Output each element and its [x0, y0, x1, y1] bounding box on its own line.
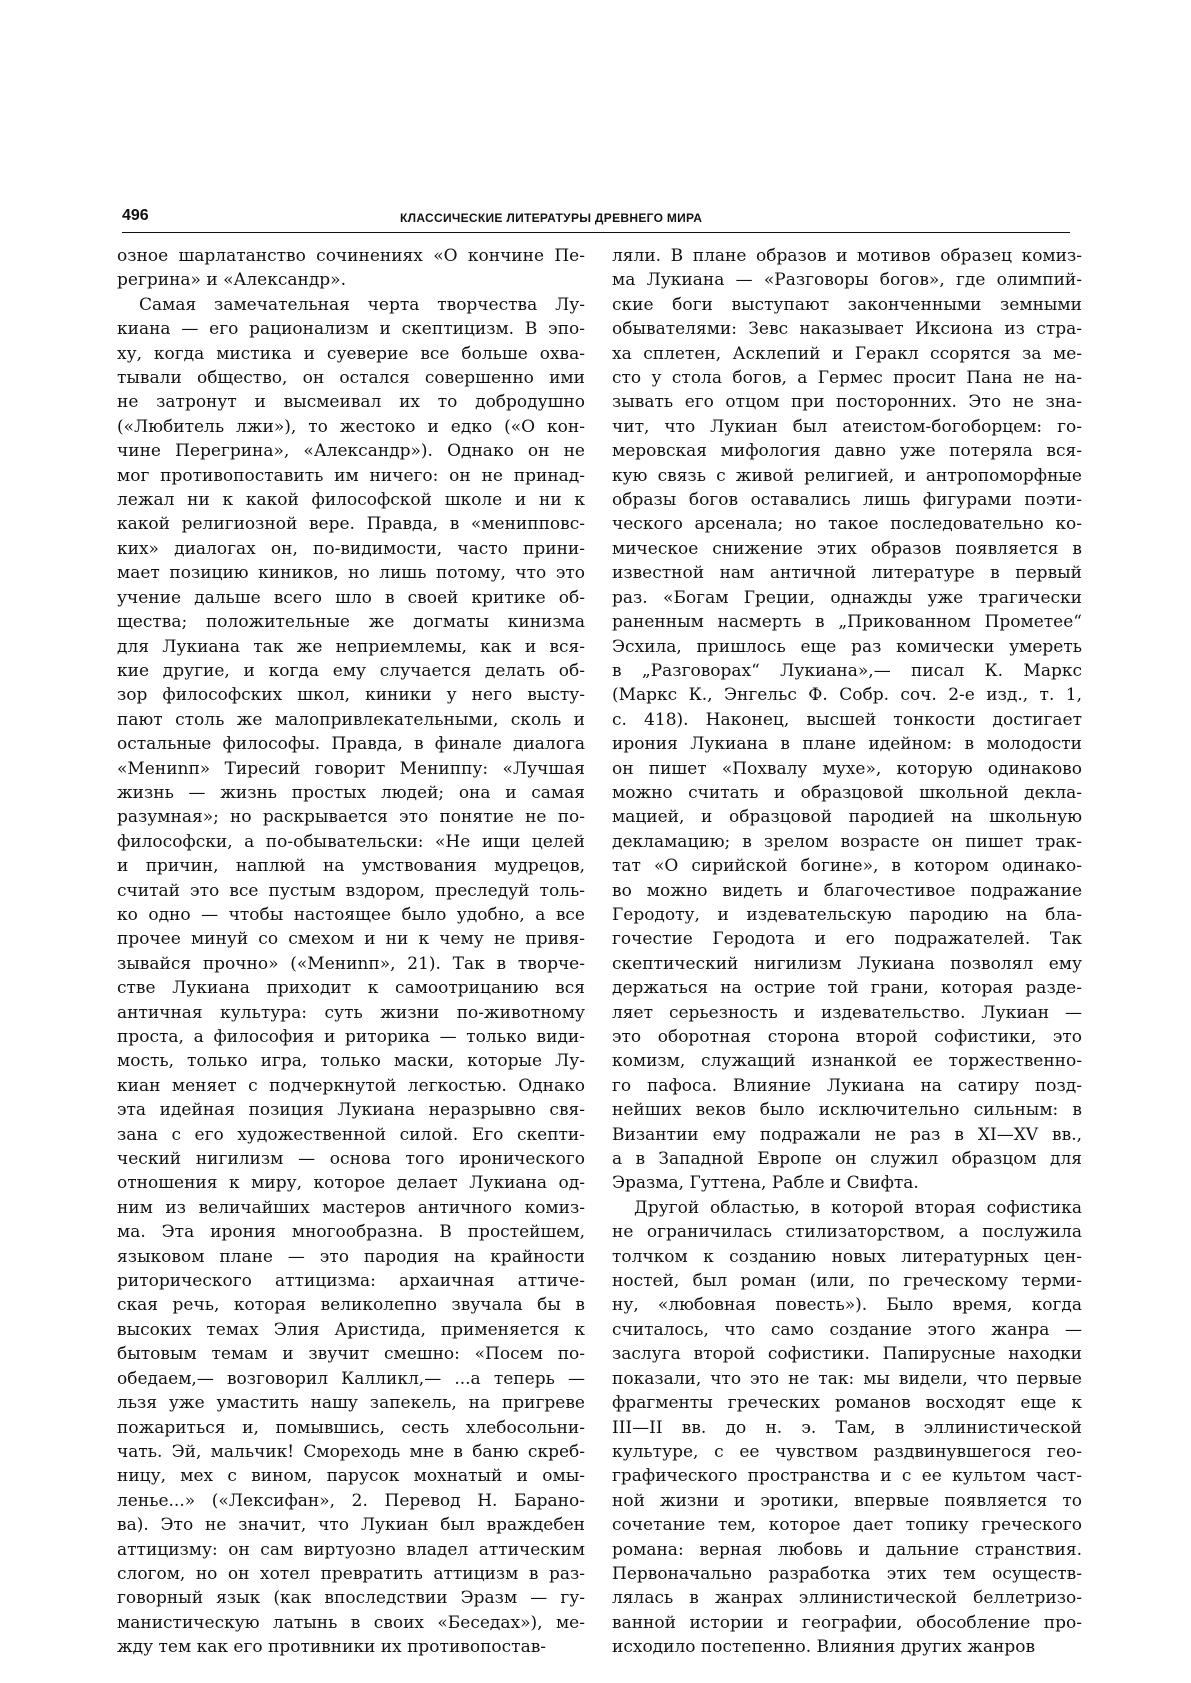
text-line: какой религиозной вере. Правда, в «менипповс- [117, 514, 585, 535]
text-line: пают столь же малопривлекательными, сколь и [117, 709, 585, 730]
text-line: можно считать и образцовой школьной декла- [612, 782, 1082, 803]
text-line: льзя уже умастить нашу запекель, на пригреве [117, 1393, 585, 1414]
text-line: не ограничилась стилизаторством, а послужила [612, 1222, 1082, 1243]
text-line: философски, а по-обывательски: «Не ищи целей [117, 831, 585, 852]
text-line: мическое снижение этих образов появляется в [612, 538, 1082, 559]
text-line: считалось, что само создание этого жанра — [612, 1319, 1082, 1340]
text-line: щества; положительные же догматы кинизма [117, 612, 585, 633]
text-line: аттицизму: он сам виртуозно владел аттическим [117, 1539, 585, 1560]
text-line: исходило постепенно. Влияния других жанров [612, 1637, 1036, 1658]
text-line: «Мениnп» Тиресий говорит Мениппу: «Лучшая [117, 758, 585, 779]
text-line: ляет серьезность и издевательство. Лукиан — [612, 1002, 1082, 1023]
text-line: III—II вв. до н. э. Там, в эллинистической [612, 1417, 1082, 1438]
text-line: киан меняет с подчеркнутой легкостью. Однако [117, 1075, 585, 1096]
text-line: разумная»; но раскрывается это понятие не по- [117, 807, 585, 828]
text-line: Византии ему подражали не раз в XI—XV вв., [612, 1124, 1082, 1145]
text-line: он пишет «Похвалу мухе», которую одинаково [612, 758, 1082, 779]
text-line: ма Лукиана — «Разговоры богов», где олимпий- [612, 270, 1082, 291]
text-line: ху, когда мистика и суеверие все больше охва- [117, 343, 585, 364]
text-line: регрина» и «Александр». [117, 270, 346, 291]
text-line: озное шарлатанство сочинениях «О кончине Пе- [117, 246, 585, 266]
text-line: зывать его отцом при посторонних. Это не зна- [612, 392, 1082, 413]
text-line: заслуга второй софистики. Папирусные находки [612, 1344, 1082, 1365]
text-line: во можно видеть и благочестивое подражание [612, 880, 1082, 901]
text-line: мацией, и образцовой пародией на школьную [612, 807, 1082, 828]
text-line: графического пространства и с ее культом част- [612, 1466, 1082, 1487]
text-line: обедаем,— возговорил Калликл,— ...а теперь — [117, 1368, 585, 1389]
text-line: нейших веков было исключительно сильным: в [612, 1100, 1082, 1121]
text-line: Эсхила, пришлось еще раз комически умереть [612, 636, 1082, 657]
text-line: Эразма, Гуттена, Рабле и Свифта. [612, 1173, 919, 1194]
text-line: и причин, наплюй на умствования мудрецов, [117, 856, 585, 877]
text-line: мает позицию киников, но лишь потому, что это [117, 563, 585, 584]
text-line: остальные философы. Правда, в финале диалога [117, 734, 585, 755]
text-line: («Любитель лжи»), то жестоко и едко («О кон- [117, 416, 585, 437]
text-line: сто у стола богов, а Гермес просит Пана не на- [612, 368, 1082, 389]
text-line: чать. Эй, мальчик! Смореходь мне в баню скреб- [117, 1441, 585, 1462]
text-line: показали, что это не так: мы видели, что первые [612, 1368, 1082, 1389]
text-line: слогом, но он хотел превратить аттицизм в раз- [117, 1563, 585, 1584]
text-line: ская речь, которая великолепно звучала бы в [117, 1295, 585, 1316]
text-line: лялась в жанрах эллинистической беллетризо- [612, 1588, 1082, 1609]
text-line: прочее минуй со смехом и ни к чему не привя- [117, 929, 585, 950]
text-line: жизнь — жизнь простых людей; она и самая [117, 782, 585, 803]
text-line: кую связь с живой религией, и антропоморфные [612, 465, 1082, 486]
text-line: ческий нигилизм — основа того иронического [117, 1149, 585, 1170]
text-line: учение дальше всего шло в своей критике об- [117, 587, 585, 608]
text-line: ва). Это не значит, что Лукиан был враждебен [117, 1515, 585, 1536]
text-line: ну, «любовная повесть»). Было время, когда [612, 1295, 1082, 1316]
text-line: считай это все пустым вздором, преследуй толь- [117, 880, 585, 901]
text-line: говорный язык (как впоследствии Эразм — гу- [117, 1588, 585, 1609]
page-number: 496 [122, 207, 149, 224]
text-line: ких» диалогах он, по-видимости, часто прини- [117, 538, 585, 559]
text-line: с. 418). Наконец, высшей тонкости достигает [612, 709, 1082, 730]
left-column [117, 244, 585, 1660]
text-line: меровская мифология давно уже потеряла вся- [612, 441, 1082, 462]
text-line: эта идейная позиция Лукиана неразрывно свя- [117, 1100, 585, 1121]
text-line: декламацию; в зрелом возрасте он пишет трак- [612, 831, 1082, 852]
text-line: образы богов оставались лишь фигурами поэти- [612, 490, 1082, 511]
text-line: отношения к миру, которое делает Лукиана од- [117, 1173, 585, 1194]
text-line: фрагменты греческих романов восходят еще к [612, 1393, 1082, 1414]
text-line: мость, только игра, только маски, которые Лу- [117, 1051, 585, 1072]
text-line: ной жизни и эротики, впервые появляется то [612, 1490, 1082, 1511]
text-line: (Маркс К., Энгельс Ф. Собр. соч. 2-е изд., т. 1, [612, 685, 1082, 706]
text-line: ванной истории и географии, обособление про- [612, 1612, 1082, 1633]
text-line: это оборотная сторона второй софистики, это [612, 1027, 1082, 1047]
text-line: го пафоса. Влияние Лукиана на сатиру позд- [612, 1075, 1082, 1096]
text-line: комизм, служащий изнанкой ее торжественно- [612, 1051, 1082, 1072]
text-line: ческого арсенала; но такое последовательно ко- [612, 514, 1082, 535]
text-line: ностей, был роман (или, по греческому терми- [612, 1271, 1082, 1292]
running-title: КЛАССИЧЕСКИЕ ЛИТЕРАТУРЫ ДРЕВНЕГО МИРА [400, 211, 703, 225]
text-line: зывайся прочно» («Мениnп», 21). Так в творче- [117, 953, 585, 974]
text-line: пожариться и, помывшись, сесть хлебосольни- [117, 1417, 585, 1438]
text-line: ские боги выступают законченными земными [612, 294, 1082, 315]
text-line: тывали общество, он остался совершенно ими [117, 368, 585, 389]
text-line: манистическую латынь в своих «Беседах»), ме- [117, 1612, 585, 1633]
text-line: высоких темах Элия Аристида, применяется к [117, 1319, 585, 1340]
text-line: раненным насмерть в „Прикованном Прометее“ [612, 612, 1082, 633]
text-line: античная культура: суть жизни по-животному [117, 1002, 585, 1023]
text-line: сочетание тем, которое дает топику греческого [612, 1515, 1082, 1536]
text-line: зана с его художественной силой. Его скепти- [117, 1124, 585, 1145]
text-line: обывателями: Зевс наказывает Иксиона из стра- [612, 319, 1082, 340]
text-line: Другой областью, в которой вторая софистика [634, 1197, 1082, 1218]
text-line: романа: верная любовь и дальние странствия. [612, 1539, 1082, 1560]
text-line: киана — его рационализм и скептицизм. В эпо- [117, 319, 585, 340]
right-column [612, 244, 1082, 1660]
text-line: держаться на острие той грани, которая разде- [612, 978, 1082, 999]
text-line: бытовым темам и звучит смешно: «Посем по- [117, 1344, 585, 1365]
text-line: известной нам античной литературе в первый [612, 563, 1082, 584]
text-line: Самая замечательная черта творчества Лу- [139, 294, 585, 315]
text-line: мог противопоставить им ничего: он не принад- [117, 465, 585, 486]
text-line: чит, что Лукиан был атеистом-богоборцем: го- [612, 416, 1082, 437]
text-line: риторического аттицизма: архаичная аттиче- [117, 1271, 585, 1292]
text-line: ко одно — чтобы настоящее было удобно, а все [117, 904, 585, 925]
text-line: Геродоту, и издевательскую пародию на бла- [612, 904, 1082, 925]
text-line: толчком к созданию новых литературных цен- [612, 1246, 1082, 1267]
text-line: для Лукиана так же неприемлемы, как и вся- [117, 636, 585, 657]
text-line: лежал ни к какой философской школе и ни к [117, 490, 585, 511]
text-line: Первоначально разработка этих тем осуществ- [612, 1563, 1082, 1584]
text-line: ирония Лукиана в плане идейном: в молодости [612, 734, 1082, 755]
text-line: скептический нигилизм Лукиана позволял ему [612, 953, 1082, 974]
text-line: ним из величайших мастеров античного комиз- [117, 1197, 585, 1218]
text-line: стве Лукиана приходит к самоотрицанию вся [117, 978, 585, 999]
text-line: ма. Эта ирония многообразна. В простейшем, [117, 1222, 585, 1243]
text-line: чине Перегрина», «Александр»). Однако он не [117, 441, 585, 462]
text-line: жду тем как его противники их противопостав- [117, 1637, 547, 1658]
text-line: зор философских школ, киники у него высту- [117, 685, 585, 706]
text-line: не затронут и высмеивал их то добродушно [117, 392, 585, 413]
text-line: тат «О сирийской богине», в котором одинако- [612, 856, 1082, 877]
page-header [122, 206, 1070, 233]
text-line: ницу, мех с вином, парусок мохнатый и омы- [117, 1466, 585, 1487]
text-line: кие другие, и когда ему случается делать об- [117, 660, 585, 681]
text-line: в „Разговорах“ Лукиана»,— писал К. Маркс [612, 660, 1082, 681]
text-line: ха сплетен, Асклепий и Геракл ссорятся за ме- [612, 343, 1082, 364]
text-line: культуре, с ее чувством раздвинувшегося гео- [612, 1441, 1082, 1462]
text-line: а в Западной Европе он служил образцом для [612, 1149, 1082, 1170]
text-line: гочестие Геродота и его подражателей. Так [612, 929, 1082, 950]
text-line: проста, а философия и риторика — только види- [117, 1027, 585, 1047]
text-line: ленье...» («Лексифан», 2. Перевод Н. Барано- [117, 1490, 585, 1511]
text-line: языковом плане — это пародия на крайности [117, 1246, 585, 1267]
text-line: раз. «Богам Греции, однажды уже трагически [612, 587, 1082, 608]
text-line: ляли. В плане образов и мотивов образец комиз- [612, 246, 1082, 266]
